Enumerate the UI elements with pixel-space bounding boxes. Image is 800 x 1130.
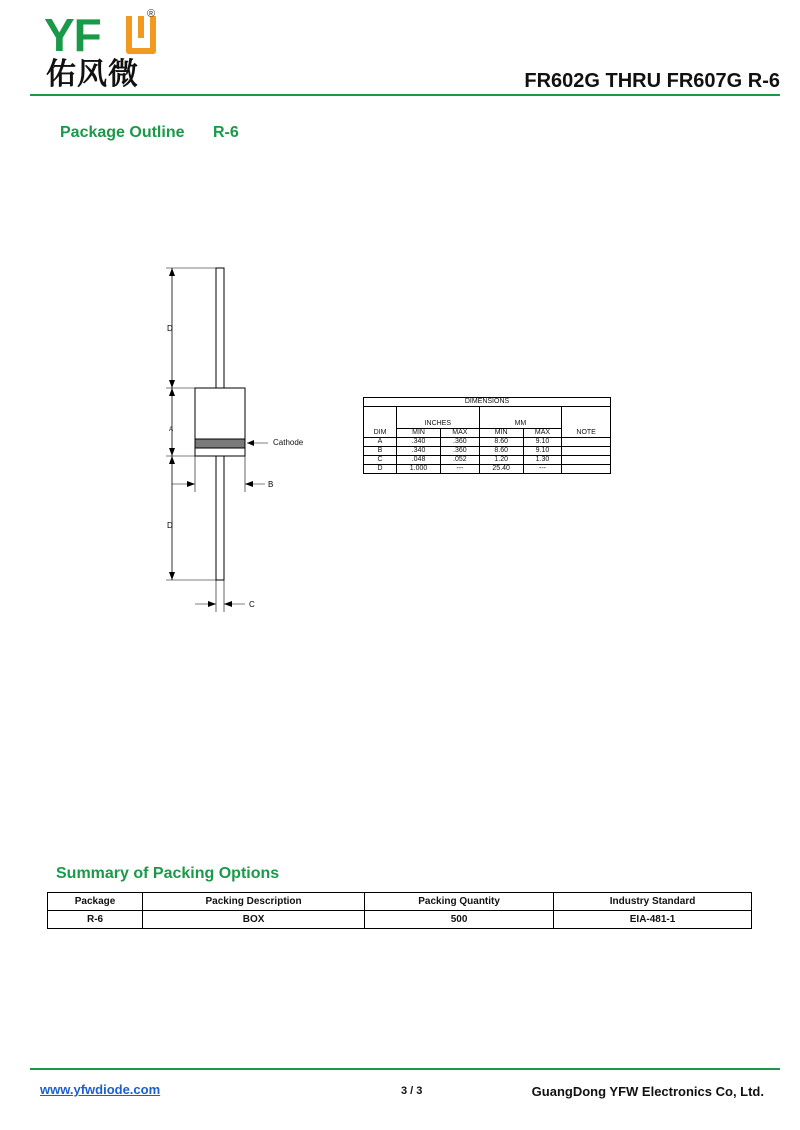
table-row — [364, 438, 611, 447]
note-cell — [562, 447, 611, 456]
mm-header: MM — [479, 407, 562, 429]
table-row — [364, 447, 611, 456]
package-cell: R-6 — [48, 911, 143, 929]
website-link[interactable]: www.yfwdiode.com — [40, 1082, 161, 1097]
table-header-row — [48, 893, 752, 911]
inch-min-cell: .340 — [396, 447, 440, 456]
header-packing-description: Packing Description — [143, 893, 365, 911]
note-header: NOTE — [562, 407, 611, 438]
header-industry-standard: Industry Standard — [554, 893, 752, 911]
logo-w-mark — [126, 16, 156, 54]
inches-header: INCHES — [396, 407, 479, 429]
inches-min-header: MIN — [396, 428, 440, 437]
label-d-bottom: D — [167, 521, 173, 530]
note-cell — [562, 438, 611, 447]
mm-min-cell: 8.60 — [479, 438, 523, 447]
description-cell: BOX — [143, 911, 365, 929]
inch-max-cell: .360 — [441, 438, 480, 447]
mm-min-cell: 25.40 — [479, 465, 523, 474]
header-rule — [30, 94, 780, 96]
inch-max-cell: .052 — [441, 456, 480, 465]
mm-max-cell: 9.10 — [523, 438, 562, 447]
label-b: B — [268, 480, 274, 489]
mm-min-cell: 1.20 — [479, 456, 523, 465]
package-code: R-6 — [213, 124, 239, 141]
mm-max-header: MAX — [523, 428, 562, 437]
table-row — [364, 456, 611, 465]
logo-chinese-name: 佑风微 — [46, 57, 139, 92]
mm-max-cell: --- — [523, 465, 562, 474]
inch-min-cell: .340 — [396, 438, 440, 447]
header-package: Package — [48, 893, 143, 911]
note-cell — [562, 456, 611, 465]
inch-min-cell: .048 — [396, 456, 440, 465]
label-c: C — [249, 600, 255, 609]
mm-min-cell: 8.60 — [479, 447, 523, 456]
note-cell — [562, 465, 611, 474]
inch-max-cell: .360 — [441, 447, 480, 456]
quantity-cell: 500 — [365, 911, 554, 929]
inches-max-header: MAX — [441, 428, 480, 437]
dim-cell: D — [364, 465, 397, 474]
package-outline-title: Package Outline — [60, 124, 185, 141]
label-d-top: D — [167, 324, 173, 333]
packing-options-title: Summary of Packing Options — [56, 865, 280, 882]
dimensions-table — [363, 397, 611, 474]
label-a: A — [169, 427, 174, 433]
standard-cell: EIA-481-1 — [554, 911, 752, 929]
mm-max-cell: 1.30 — [523, 456, 562, 465]
registered-mark: ® — [147, 8, 156, 20]
mm-min-header: MIN — [479, 428, 523, 437]
dim-col-header: DIM — [364, 407, 397, 438]
inch-min-cell: 1.000 — [396, 465, 440, 474]
header-packing-quantity: Packing Quantity — [365, 893, 554, 911]
table-row — [364, 465, 611, 474]
packing-options-table — [47, 892, 752, 929]
logo-letters: YF — [44, 9, 101, 61]
table-row — [48, 911, 752, 929]
footer-rule — [30, 1068, 780, 1070]
cathode-label: Cathode — [273, 438, 304, 447]
page-number: 3 / 3 — [401, 1085, 423, 1097]
company-name: GuangDong YFW Electronics Co, Ltd. — [531, 1084, 764, 1099]
inch-max-cell: --- — [441, 465, 480, 474]
mm-max-cell: 9.10 — [523, 447, 562, 456]
dimensions-header: DIMENSIONS — [364, 398, 611, 407]
dim-cell: A — [364, 438, 397, 447]
document-title: FR602G THRU FR607G R-6 — [524, 70, 780, 92]
dim-cell: B — [364, 447, 397, 456]
company-logo — [44, 8, 164, 94]
dim-cell: C — [364, 456, 397, 465]
